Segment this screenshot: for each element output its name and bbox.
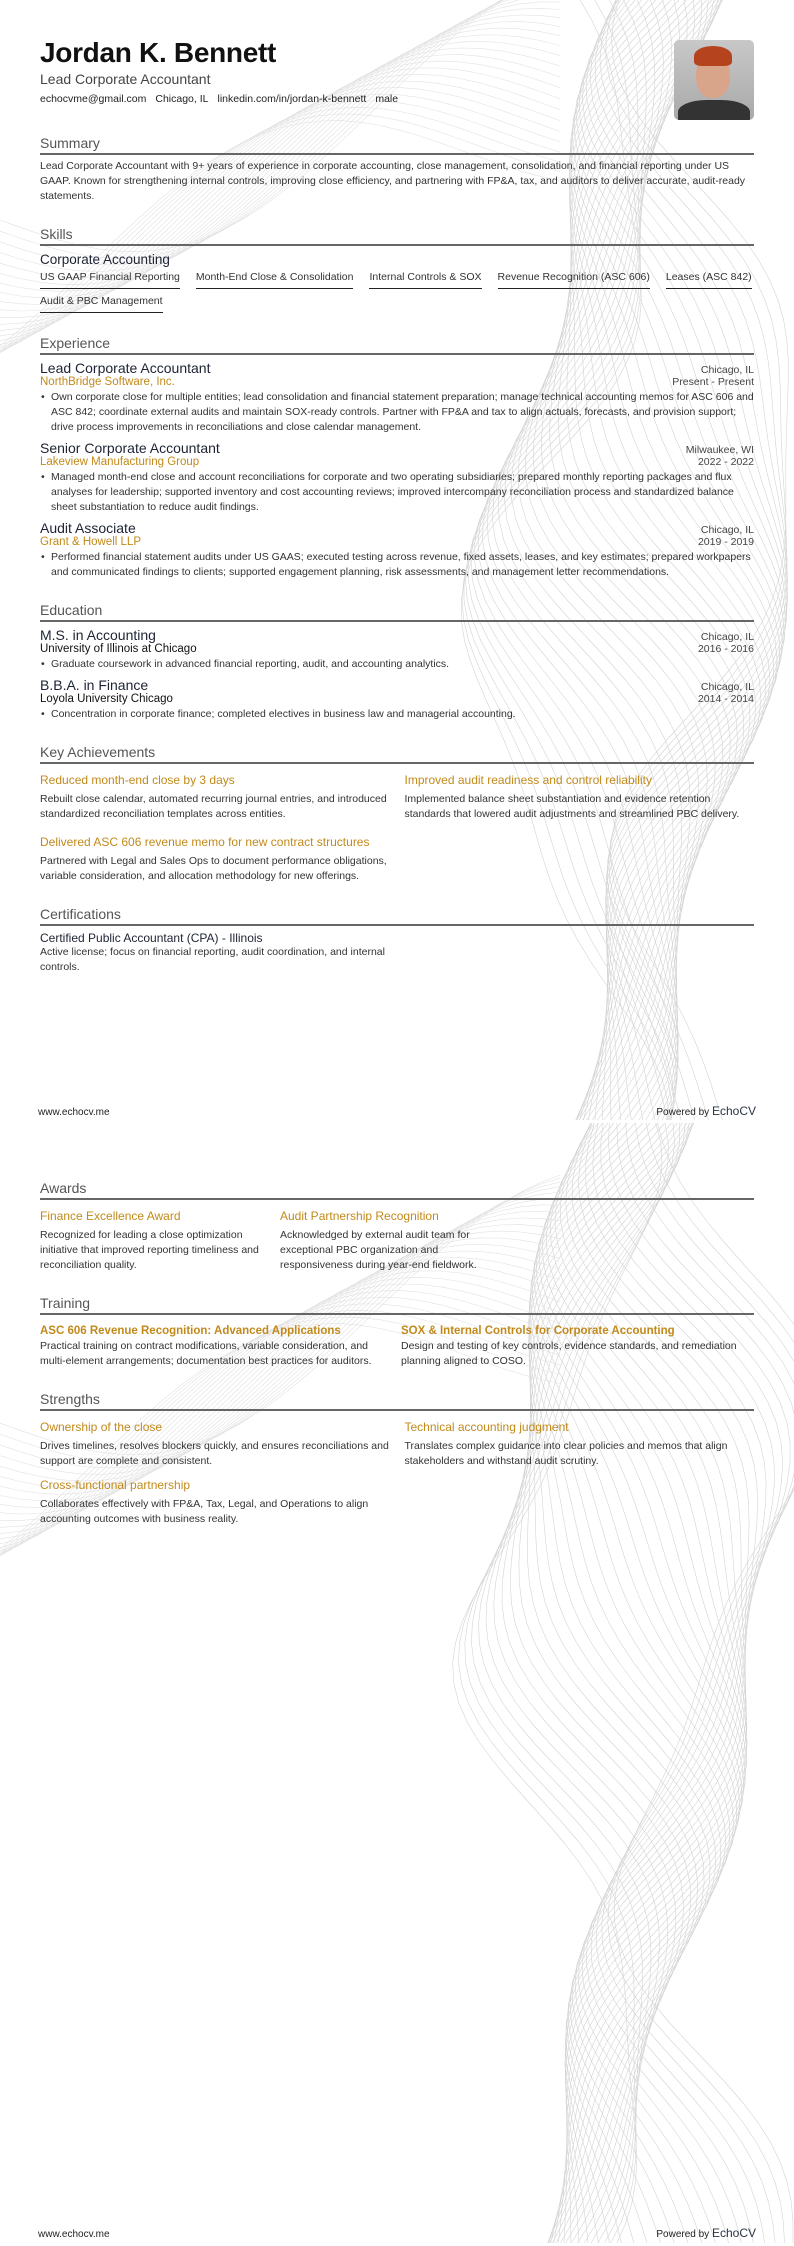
achievement-text: Implemented balance sheet substantiation and evidence retention standards that lowered audit adjustments and streamlined PBC delivery. — [404, 793, 740, 820]
edu-dates: 2016 - 2016 — [697, 643, 754, 655]
skills-section — [40, 226, 754, 313]
training-text: Design and testing of key controls, evidence standards, and remediation planning aligned to COSO. — [401, 1340, 737, 1367]
section-heading: Key Achievements — [40, 744, 754, 764]
job-dates: Present - Present — [672, 376, 754, 388]
page-footer — [38, 1104, 756, 1118]
degree: B.B.A. in Finance — [40, 677, 149, 693]
achievement-title: Delivered ASC 606 revenue memo for new contract structures — [40, 835, 370, 849]
candidate-name: Jordan K. Bennett — [40, 37, 277, 68]
section-heading: Strengths — [40, 1391, 754, 1411]
award-item — [280, 1200, 520, 1273]
certification-text: Active license; focus on financial reporting, audit coordination, and internal controls. — [40, 946, 385, 973]
company-name: NorthBridge Software, Inc. — [40, 376, 175, 388]
company-name: Lakeview Manufacturing Group — [40, 456, 200, 468]
awards-section — [40, 1180, 754, 1273]
section-heading: Training — [40, 1295, 754, 1315]
footer-brand[interactable]: EchoCV — [711, 1104, 756, 1118]
achievement-item — [40, 764, 390, 822]
footer-url[interactable]: www.echocv.me — [38, 1107, 110, 1118]
achievement-title: Improved audit readiness and control reliability — [404, 773, 652, 787]
job-entry — [40, 520, 754, 580]
achievement-item — [405, 764, 755, 822]
award-title: Finance Excellence Award — [40, 1209, 181, 1223]
strength-title: Technical accounting judgment — [404, 1420, 569, 1434]
training-title: SOX & Internal Controls for Corporate Accounting — [401, 1325, 675, 1337]
skill-group-title: Corporate Accounting — [40, 252, 170, 267]
achievement-text: Partnered with Legal and Sales Ops to document performance obligations, variable consideration, and allocation methodology for new offerings. — [40, 855, 387, 882]
summary-section — [40, 135, 754, 204]
strength-text: Drives timelines, resolves blockers quickly, and ensures reconciliations and support are complete and consistent. — [40, 1440, 389, 1467]
section-heading: Summary — [40, 135, 754, 155]
edu-bullet: • Concentration in corporate finance; completed electives in business law and managerial accounting. — [40, 707, 754, 722]
edu-bullet: • Graduate coursework in advanced financial reporting, audit, and accounting analytics. — [40, 657, 754, 672]
school: Loyola University Chicago — [40, 693, 173, 705]
edu-location: Chicago, IL — [700, 631, 754, 643]
footer-powered: Powered by — [656, 1107, 710, 1118]
training-title: ASC 606 Revenue Recognition: Advanced Applications — [40, 1325, 341, 1337]
contact-location: Chicago, IL — [155, 93, 209, 105]
contact-email[interactable]: echocvme@gmail.com — [40, 93, 147, 105]
education-section — [40, 602, 754, 722]
section-heading: Education — [40, 602, 754, 622]
education-entry — [40, 677, 754, 722]
strength-item — [40, 1411, 390, 1469]
page-footer — [38, 2226, 756, 2240]
job-entry — [40, 440, 754, 515]
job-dates: 2019 - 2019 — [697, 536, 754, 548]
skill-tag: US GAAP Financial Reporting — [40, 271, 180, 289]
company-name: Grant & Howell LLP — [40, 536, 141, 548]
job-bullet: • Managed month-end close and account reconciliations for corporate and two operating subsidiaries; prepared monthly reporting packages and flux analyses for leadership; supported inventory and cost accounting reviews; improved intercompany reconciliation process and standardized balance sheet substantiation to reduce audit findings. — [40, 470, 754, 515]
certifications-section — [40, 906, 754, 975]
candidate-title: Lead Corporate Accountant — [40, 71, 211, 87]
achievement-item — [40, 822, 390, 884]
job-location: Chicago, IL — [700, 364, 754, 376]
section-heading: Experience — [40, 335, 754, 355]
award-item — [40, 1200, 280, 1273]
training-section — [40, 1295, 754, 1369]
strength-item — [405, 1411, 755, 1469]
training-item — [401, 1315, 754, 1369]
training-text: Practical training on contract modifications, variable consideration, and multi-element arrangements; documentation best practices for auditors. — [40, 1340, 372, 1367]
page-2 — [0, 1123, 794, 2246]
job-title: Lead Corporate Accountant — [40, 360, 211, 376]
contact-linkedin[interactable]: linkedin.com/in/jordan-k-bennett — [217, 93, 367, 105]
job-entry — [40, 360, 754, 435]
job-location: Chicago, IL — [700, 524, 754, 536]
strength-title: Ownership of the close — [40, 1420, 163, 1434]
skill-tag: Month-End Close & Consolidation — [196, 271, 354, 289]
section-heading: Certifications — [40, 906, 754, 926]
job-bullet: • Performed financial statement audits under US GAAS; executed testing across revenue, fixed assets, leases, and key estimates; prepared workpapers and communicated findings to clients; supported engagement planning, risk assessments, and management letter recommendations. — [40, 550, 754, 580]
strengths-section — [40, 1391, 754, 1527]
contact-gender: male — [375, 93, 399, 105]
award-text: Recognized for leading a close optimization initiative that improved reporting timeliness and reconciliation quality. — [40, 1229, 259, 1271]
achievement-text: Rebuilt close calendar, automated recurring journal entries, and introduced standardized reconciliation templates across entities. — [40, 793, 387, 820]
job-dates: 2022 - 2022 — [697, 456, 754, 468]
achievements-section — [40, 744, 754, 884]
section-heading: Skills — [40, 226, 754, 246]
footer-powered: Powered by — [656, 2229, 710, 2240]
footer-url[interactable]: www.echocv.me — [38, 2229, 110, 2240]
achievement-title: Reduced month-end close by 3 days — [40, 773, 235, 787]
job-bullet: • Own corporate close for multiple entities; lead consolidation and financial statement preparation; manage technical accounting memos for ASC 606 and ASC 842; coordinate external audits and maintain SOX-ready controls. Partner with FP&A and tax to align actuals, forecasts, and provision support; drive process improvements in reconciliations and close calendar management. — [40, 390, 754, 435]
section-heading: Awards — [40, 1180, 754, 1200]
education-entry — [40, 627, 754, 672]
footer-brand[interactable]: EchoCV — [711, 2226, 756, 2240]
award-title: Audit Partnership Recognition — [280, 1209, 439, 1223]
job-title: Senior Corporate Accountant — [40, 440, 220, 456]
award-text: Acknowledged by external audit team for exceptional PBC organization and responsiveness during year-end fieldwork. — [280, 1229, 477, 1271]
strength-text: Collaborates effectively with FP&A, Tax, Legal, and Operations to align accounting outcomes with business reality. — [40, 1498, 369, 1525]
skill-tag: Internal Controls & SOX — [369, 271, 481, 289]
skill-tag: Audit & PBC Management — [40, 295, 163, 313]
edu-location: Chicago, IL — [700, 681, 754, 693]
degree: M.S. in Accounting — [40, 627, 156, 643]
strength-text: Translates complex guidance into clear policies and memos that align stakeholders and withstand audit scrutiny. — [404, 1440, 728, 1467]
strength-title: Cross-functional partnership — [40, 1478, 191, 1492]
summary-text: Lead Corporate Accountant with 9+ years of experience in corporate accounting, close management, consolidation, and financial reporting under US GAAP. Known for strengthening internal controls, improving close efficiency, and partnering with FP&A, tax, and auditors to deliver accurate, audit-ready statements. — [40, 160, 746, 202]
edu-dates: 2014 - 2014 — [697, 693, 754, 705]
strength-item — [40, 1469, 390, 1527]
job-location: Milwaukee, WI — [685, 444, 754, 456]
training-item — [40, 1315, 393, 1369]
certification-name: Certified Public Accountant (CPA) - Illinois — [40, 931, 263, 945]
school: University of Illinois at Chicago — [40, 643, 197, 655]
skill-tag: Leases (ASC 842) — [666, 271, 752, 289]
experience-section — [40, 335, 754, 580]
profile-photo — [674, 40, 754, 120]
job-title: Audit Associate — [40, 520, 136, 536]
contact-line — [40, 93, 754, 105]
skill-tag: Revenue Recognition (ASC 606) — [498, 271, 650, 289]
